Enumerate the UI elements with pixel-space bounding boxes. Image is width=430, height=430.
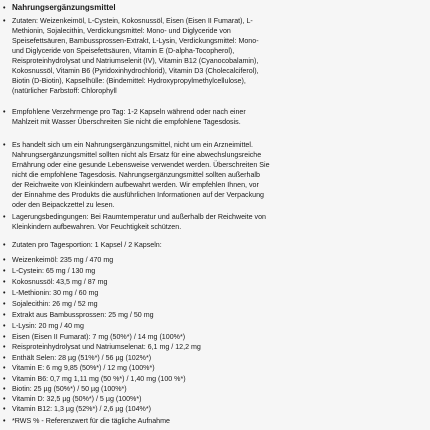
naehrwert-text: Enthält Selen: 28 µg (51%*) / 56 µg (102%*): [12, 354, 152, 362]
hinweis-text: der Einnahme des Produkts die ausführlichen Informationen auf der Verpackung: [12, 191, 264, 199]
document-title: Nahrungsergänzungsmittel: [12, 3, 116, 12]
verzehr-text: Mahlzeit mit Wasser Überschreiten Sie nicht die empfohlene Tagesdosis.: [12, 118, 241, 126]
hinweis-text: nicht die empfohlene Tagesdosis. Nahrungsergänzungsmittel sollten außerhalb: [12, 171, 260, 179]
hinweis-text: Ernährung oder eine gesunde Lebensweise verwendet werden. Überschreiten Sie: [12, 161, 270, 169]
bullet: •: [3, 300, 6, 308]
bullet: •: [3, 141, 6, 149]
hinweis-text: Nahrungsergänzungsmittel sollten nicht als Ersatz für eine abwechslungsreiche: [12, 151, 262, 159]
zutaten-pro-text: Zutaten pro Tagesportion: 1 Kapsel / 2 Kapseln:: [12, 241, 162, 249]
zutaten-text: Biotin (D-Biotin), Kapselhülle: (Bindemittel: Hydroxypropylmethylcellulose),: [12, 77, 246, 85]
bullet: •: [3, 395, 6, 403]
zutaten-text: Speisefettsäuren, Bambussprossen-Extrakt, L-Lysin, Verdickungsmittel: Mono-: [12, 37, 259, 45]
naehrwert-text: Extrakt aus Bambussprossen: 25 mg / 50 mg: [12, 311, 154, 319]
bullet: •: [3, 385, 6, 393]
naehrwert-text: Biotin: 25 µg (50%*) / 50 µg (100%*): [12, 385, 127, 393]
bullet: •: [3, 213, 6, 221]
zutaten-text: Reisproteinhydrolysat und Natriumselenit (IV), Vitamin B12 (Cyanocobalamin),: [12, 57, 259, 65]
bullet: •: [3, 278, 6, 286]
naehrwert-text: Reisproteinhydrolysat und Natriumselenat: 6,1 mg / 12,2 mg: [12, 343, 201, 351]
naehrwert-text: L-Cystein: 65 mg / 130 mg: [12, 267, 96, 275]
naehrwert-text: Vitamin D: 32,5 µg (50%*) / 5 µg (100%*): [12, 395, 142, 403]
zutaten-text: Methionin, Sojalecithin, Verdickungsmittel: Mono- und Diglyceride von: [12, 27, 231, 35]
bullet: •: [3, 17, 6, 25]
naehrwert-text: Weizenkeimöl: 235 mg / 470 mg: [12, 256, 114, 264]
naehrwert-text: Eisen (Eisen II Fumarat): 7 mg (50%*) / 14 mg (100%*): [12, 333, 186, 341]
bullet: •: [3, 333, 6, 341]
hinweis-text: oder den Beipackzettel zu lesen.: [12, 201, 115, 209]
bullet: •: [3, 311, 6, 319]
bullet: •: [3, 108, 6, 116]
bullet: •: [3, 267, 6, 275]
bullet: •: [3, 417, 6, 425]
lagerung-text: Kleinkindern aufbewahren. Vor Feuchtigkeit schützen.: [12, 223, 182, 231]
bullet: •: [3, 354, 6, 362]
naehrwert-text: Sojalecithin: 26 mg / 52 mg: [12, 300, 98, 308]
naehrwert-text: L-Methionin: 30 mg / 60 mg: [12, 289, 99, 297]
bullet: •: [3, 256, 6, 264]
zutaten-text: und Diglyceride von Speisefettsäuren, Vitamin E (D-alpha-Tocopherol),: [12, 47, 235, 55]
rws-footnote: *RWS % - Referenzwert für die tägliche Aufnahme: [12, 417, 170, 425]
hinweis-text: Es handelt sich um ein Nahrungsergänzungsmittel, nicht um ein Arzneimittel.: [12, 141, 253, 149]
bullet: •: [3, 289, 6, 297]
zutaten-text: Kokosnussöl, Vitamin B6 (Pyridoxinhydrochlorid), Vitamin D3 (Cholecalciferol),: [12, 67, 259, 75]
naehrwert-text: Vitamin B6: 0,7 mg 1,11 mg (50 %*) / 1,40 mg (100 %*): [12, 375, 186, 383]
zutaten-text: (natürlicher Farbstoff: Chlorophyll: [12, 87, 117, 95]
naehrwert-text: Kokosnussöl: 43,5 mg / 87 mg: [12, 278, 108, 286]
bullet: •: [3, 4, 6, 12]
lagerung-text: Lagerungsbedingungen: Bei Raumtemperatur und außerhalb der Reichweite von: [12, 213, 266, 221]
bullet: •: [3, 322, 6, 330]
bullet: •: [3, 375, 6, 383]
bullet: •: [3, 343, 6, 351]
verzehr-text: Empfohlene Verzehrmenge pro Tag: 1-2 Kapseln während oder nach einer: [12, 108, 246, 116]
bullet: •: [3, 241, 6, 249]
zutaten-text: Zutaten: Weizenkeimöl, L-Cystein, Kokosnussöl, Eisen (Eisen II Fumarat), L-: [12, 17, 253, 25]
hinweis-text: der Reichweite von Kleinkindern aufbewahrt werden. Wir empfehlen Ihnen, vor: [12, 181, 259, 189]
naehrwert-text: Vitamin E: 6 mg 9,85 (50%*) / 12 mg (100%*): [12, 364, 155, 372]
naehrwert-text: L-Lysin: 20 mg / 40 mg: [12, 322, 84, 330]
bullet: •: [3, 405, 6, 413]
naehrwert-text: Vitamin B12: 1,3 µg (52%*) / 2,6 µg (104%*): [12, 405, 151, 413]
bullet: •: [3, 364, 6, 372]
